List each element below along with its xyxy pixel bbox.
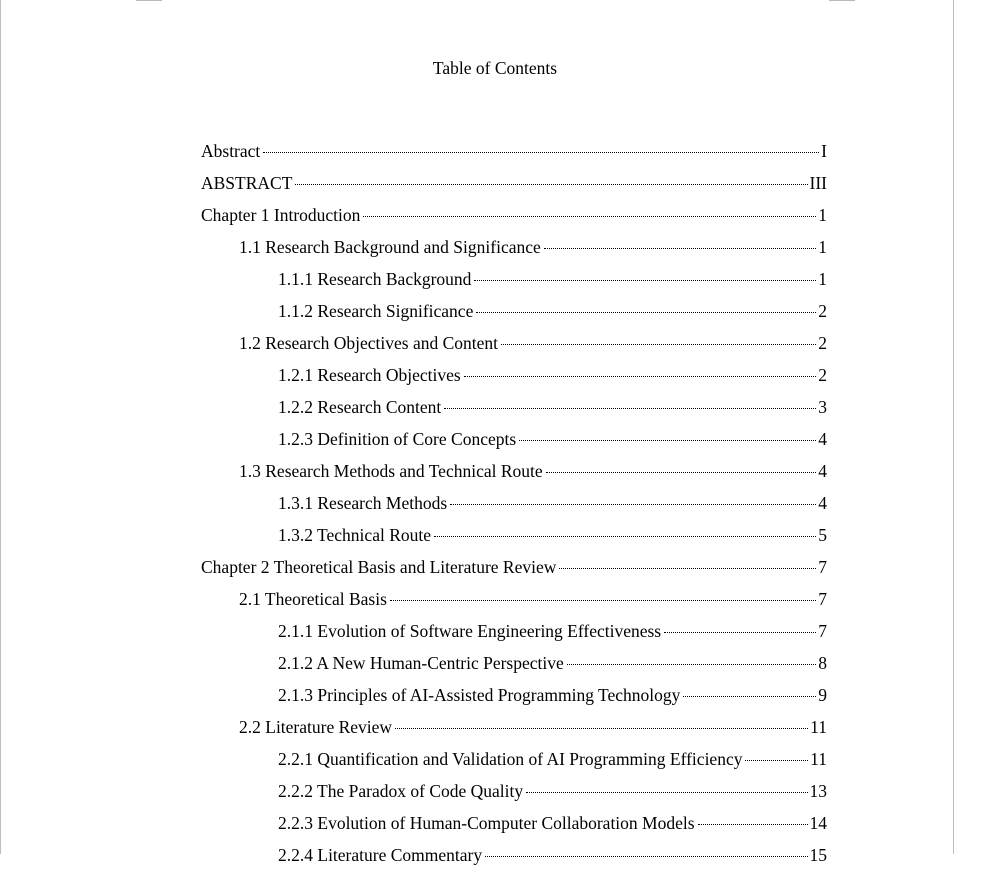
toc-entry[interactable] <box>201 172 827 204</box>
toc-entry-label: 2.2.3 Evolution of Human-Computer Collaboration Models <box>278 813 695 833</box>
toc-dot-leader <box>434 536 816 537</box>
toc-dot-leader <box>546 472 817 473</box>
toc-entry[interactable] <box>201 396 827 428</box>
toc-dot-leader <box>526 792 807 793</box>
toc-entry-label: 1.3.2 Technical Route <box>278 525 431 545</box>
toc-title: Table of Contents <box>432 58 558 78</box>
toc-entry[interactable] <box>201 588 827 620</box>
toc-dot-leader <box>476 312 816 313</box>
toc-entry-label: 1.2 Research Objectives and Content <box>239 333 499 353</box>
toc-entry[interactable] <box>201 812 827 844</box>
toc-entry-label: Chapter 2 Theoretical Basis and Literature Review <box>201 557 557 577</box>
toc-dot-leader <box>698 824 808 825</box>
toc-dot-leader <box>559 568 816 569</box>
toc-entry-page-number: 15 <box>809 845 827 865</box>
toc-entry-label: 1.2.3 Definition of Core Concepts <box>278 429 517 449</box>
page-left-edge <box>0 0 1 854</box>
toc-entry-page-number: 4 <box>818 429 827 449</box>
toc-entry-label: 1.2.1 Research Objectives <box>278 365 461 385</box>
toc-dot-leader <box>444 408 816 409</box>
toc-list <box>201 140 827 876</box>
toc-entry[interactable] <box>201 140 827 172</box>
toc-dot-leader <box>474 280 816 281</box>
toc-dot-leader <box>664 632 816 633</box>
toc-entry-label: 2.1.1 Evolution of Software Engineering Effectiveness <box>278 621 662 641</box>
toc-entry-label: 1.1.1 Research Background <box>278 269 472 289</box>
toc-dot-leader <box>519 440 816 441</box>
toc-dot-leader <box>395 728 808 729</box>
toc-entry-page-number: 11 <box>810 717 827 737</box>
toc-entry-label: 1.1.2 Research Significance <box>278 301 474 321</box>
toc-entry-label: 2.2.2 The Paradox of Code Quality <box>278 781 524 801</box>
toc-entry[interactable] <box>201 684 827 716</box>
toc-entry-page-number: 7 <box>818 621 827 641</box>
toc-entry[interactable] <box>201 204 827 236</box>
toc-entry-label: 2.1.2 A New Human-Centric Perspective <box>278 653 564 673</box>
toc-entry-page-number: 7 <box>818 589 827 609</box>
toc-entry-page-number: I <box>821 141 827 161</box>
toc-entry-label: 1.3 Research Methods and Technical Route <box>239 461 543 481</box>
toc-entry[interactable] <box>201 492 827 524</box>
toc-entry[interactable] <box>201 748 827 780</box>
toc-dot-leader <box>450 504 816 505</box>
toc-entry[interactable] <box>201 716 827 748</box>
toc-entry[interactable] <box>201 620 827 652</box>
toc-entry-label: 1.3.1 Research Methods <box>278 493 448 513</box>
toc-entry-page-number: 13 <box>809 781 827 801</box>
toc-dot-leader <box>567 664 816 665</box>
toc-entry[interactable] <box>201 364 827 396</box>
toc-entry-page-number: 5 <box>818 525 827 545</box>
toc-dot-leader <box>295 184 807 185</box>
toc-entry-label: Abstract <box>201 141 261 161</box>
toc-entry-label: ABSTRACT <box>201 173 293 193</box>
toc-entry[interactable] <box>201 556 827 588</box>
toc-entry-page-number: 9 <box>818 685 827 705</box>
toc-entry-page-number: 2 <box>818 301 827 321</box>
page-right-edge <box>953 0 954 854</box>
toc-dot-leader <box>363 216 816 217</box>
toc-entry-label: 2.1 Theoretical Basis <box>239 589 387 609</box>
toc-entry[interactable] <box>201 780 827 812</box>
toc-dot-leader <box>485 856 807 857</box>
toc-entry-page-number: 1 <box>818 269 827 289</box>
toc-dot-leader <box>745 760 808 761</box>
toc-dot-leader <box>464 376 817 377</box>
toc-entry[interactable] <box>201 844 827 876</box>
toc-entry-label: 2.1.3 Principles of AI-Assisted Programming Technology <box>278 685 681 705</box>
toc-entry-label: 2.2.4 Literature Commentary <box>278 845 483 865</box>
toc-entry-label: 1.1 Research Background and Significance <box>239 237 541 257</box>
toc-entry-page-number: 2 <box>818 365 827 385</box>
toc-dot-leader <box>544 248 816 249</box>
toc-entry[interactable] <box>201 236 827 268</box>
toc-entry[interactable] <box>201 332 827 364</box>
toc-entry[interactable] <box>201 460 827 492</box>
toc-dot-leader <box>263 152 819 153</box>
toc-entry-label: 1.2.2 Research Content <box>278 397 442 417</box>
toc-dot-leader <box>683 696 816 697</box>
toc-entry-page-number: 14 <box>809 813 827 833</box>
toc-entry-label: Chapter 1 Introduction <box>201 205 361 225</box>
toc-dot-leader <box>501 344 816 345</box>
toc-entry[interactable] <box>201 300 827 332</box>
margin-corner-mark-left <box>136 0 162 1</box>
toc-entry-label: 2.2 Literature Review <box>239 717 393 737</box>
toc-entry[interactable] <box>201 652 827 684</box>
toc-entry[interactable] <box>201 428 827 460</box>
toc-entry-page-number: 4 <box>818 461 827 481</box>
toc-dot-leader <box>390 600 816 601</box>
toc-entry-page-number: 4 <box>818 493 827 513</box>
toc-entry[interactable] <box>201 268 827 300</box>
toc-entry-page-number: 8 <box>818 653 827 673</box>
toc-entry-page-number: 1 <box>818 205 827 225</box>
toc-entry-label: 2.2.1 Quantification and Validation of AI Programming Efficiency <box>278 749 743 769</box>
toc-entry-page-number: 3 <box>818 397 827 417</box>
toc-entry-page-number: III <box>809 173 827 193</box>
margin-corner-mark-right <box>829 0 855 1</box>
toc-entry-page-number: 11 <box>810 749 827 769</box>
toc-entry-page-number: 1 <box>818 237 827 257</box>
toc-entry-page-number: 2 <box>818 333 827 353</box>
toc-entry[interactable] <box>201 524 827 556</box>
toc-entry-page-number: 7 <box>818 557 827 577</box>
